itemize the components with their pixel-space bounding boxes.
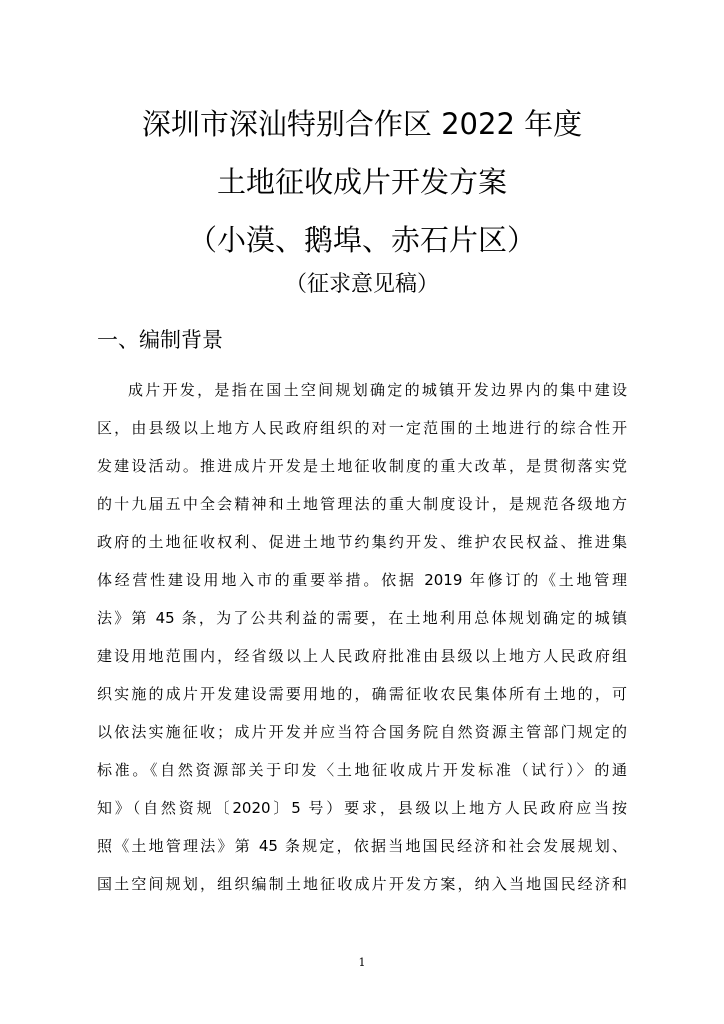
paragraph-line: 标准。《自然资源部关于印发〈土地征收成片开发标准（试行）〉的通 bbox=[97, 761, 627, 779]
paragraph-line: 成片开发，是指在国土空间规划确定的城镇开发边界内的集中建设 bbox=[128, 381, 627, 399]
title-line-2: 土地征收成片开发方案 bbox=[216, 165, 507, 199]
paragraph-line: 法》第 45 条，为了公共利益的需要，在土地利用总体规划确定的城镇 bbox=[97, 609, 627, 627]
paragraph-line: 国土空间规划，组织编制土地征收成片开发方案，纳入当地国民经济和 bbox=[97, 875, 627, 893]
paragraph-line: 区，由县级以上地方人民政府组织的对一定范围的土地进行的综合性开 bbox=[97, 419, 627, 437]
paragraph-line: 的十九届五中全会精神和土地管理法的重大制度设计，是规范各级地方 bbox=[97, 495, 627, 513]
title-line-3: （小漠、鹅埠、赤石片区） bbox=[187, 223, 536, 257]
paragraph-line: 体经营性建设用地入市的重要举措。依据 2019 年修订的《土地管理 bbox=[97, 571, 627, 589]
page-number: 1 bbox=[358, 956, 366, 969]
paragraph-line: 发建设活动。推进成片开发是土地征收制度的重大改革，是贯彻落实党 bbox=[97, 457, 627, 475]
draft-subtitle: （征求意见稿） bbox=[284, 272, 439, 297]
paragraph-line: 政府的土地征收权利、促进土地节约集约开发、维护农民权益、推进集 bbox=[97, 533, 627, 551]
paragraph-line: 以依法实施征收；成片开发并应当符合国务院自然资源主管部门规定的 bbox=[97, 723, 627, 741]
paragraph-line: 知》（自然资规〔2020〕5 号）要求，县级以上地方人民政府应当按 bbox=[97, 799, 627, 817]
paragraph-line: 织实施的成片开发建设需要用地的，确需征收农民集体所有土地的，可 bbox=[97, 685, 627, 703]
paragraph-line: 建设用地范围内，经省级以上人民政府批准由县级以上地方人民政府组 bbox=[97, 647, 627, 665]
paragraph-line: 照《土地管理法》第 45 条规定，依据当地国民经济和社会发展规划、 bbox=[97, 837, 627, 855]
title-line-1: 深圳市深汕特别合作区 2022 年度 bbox=[141, 107, 583, 141]
section-heading: 一、编制背景 bbox=[97, 328, 223, 352]
